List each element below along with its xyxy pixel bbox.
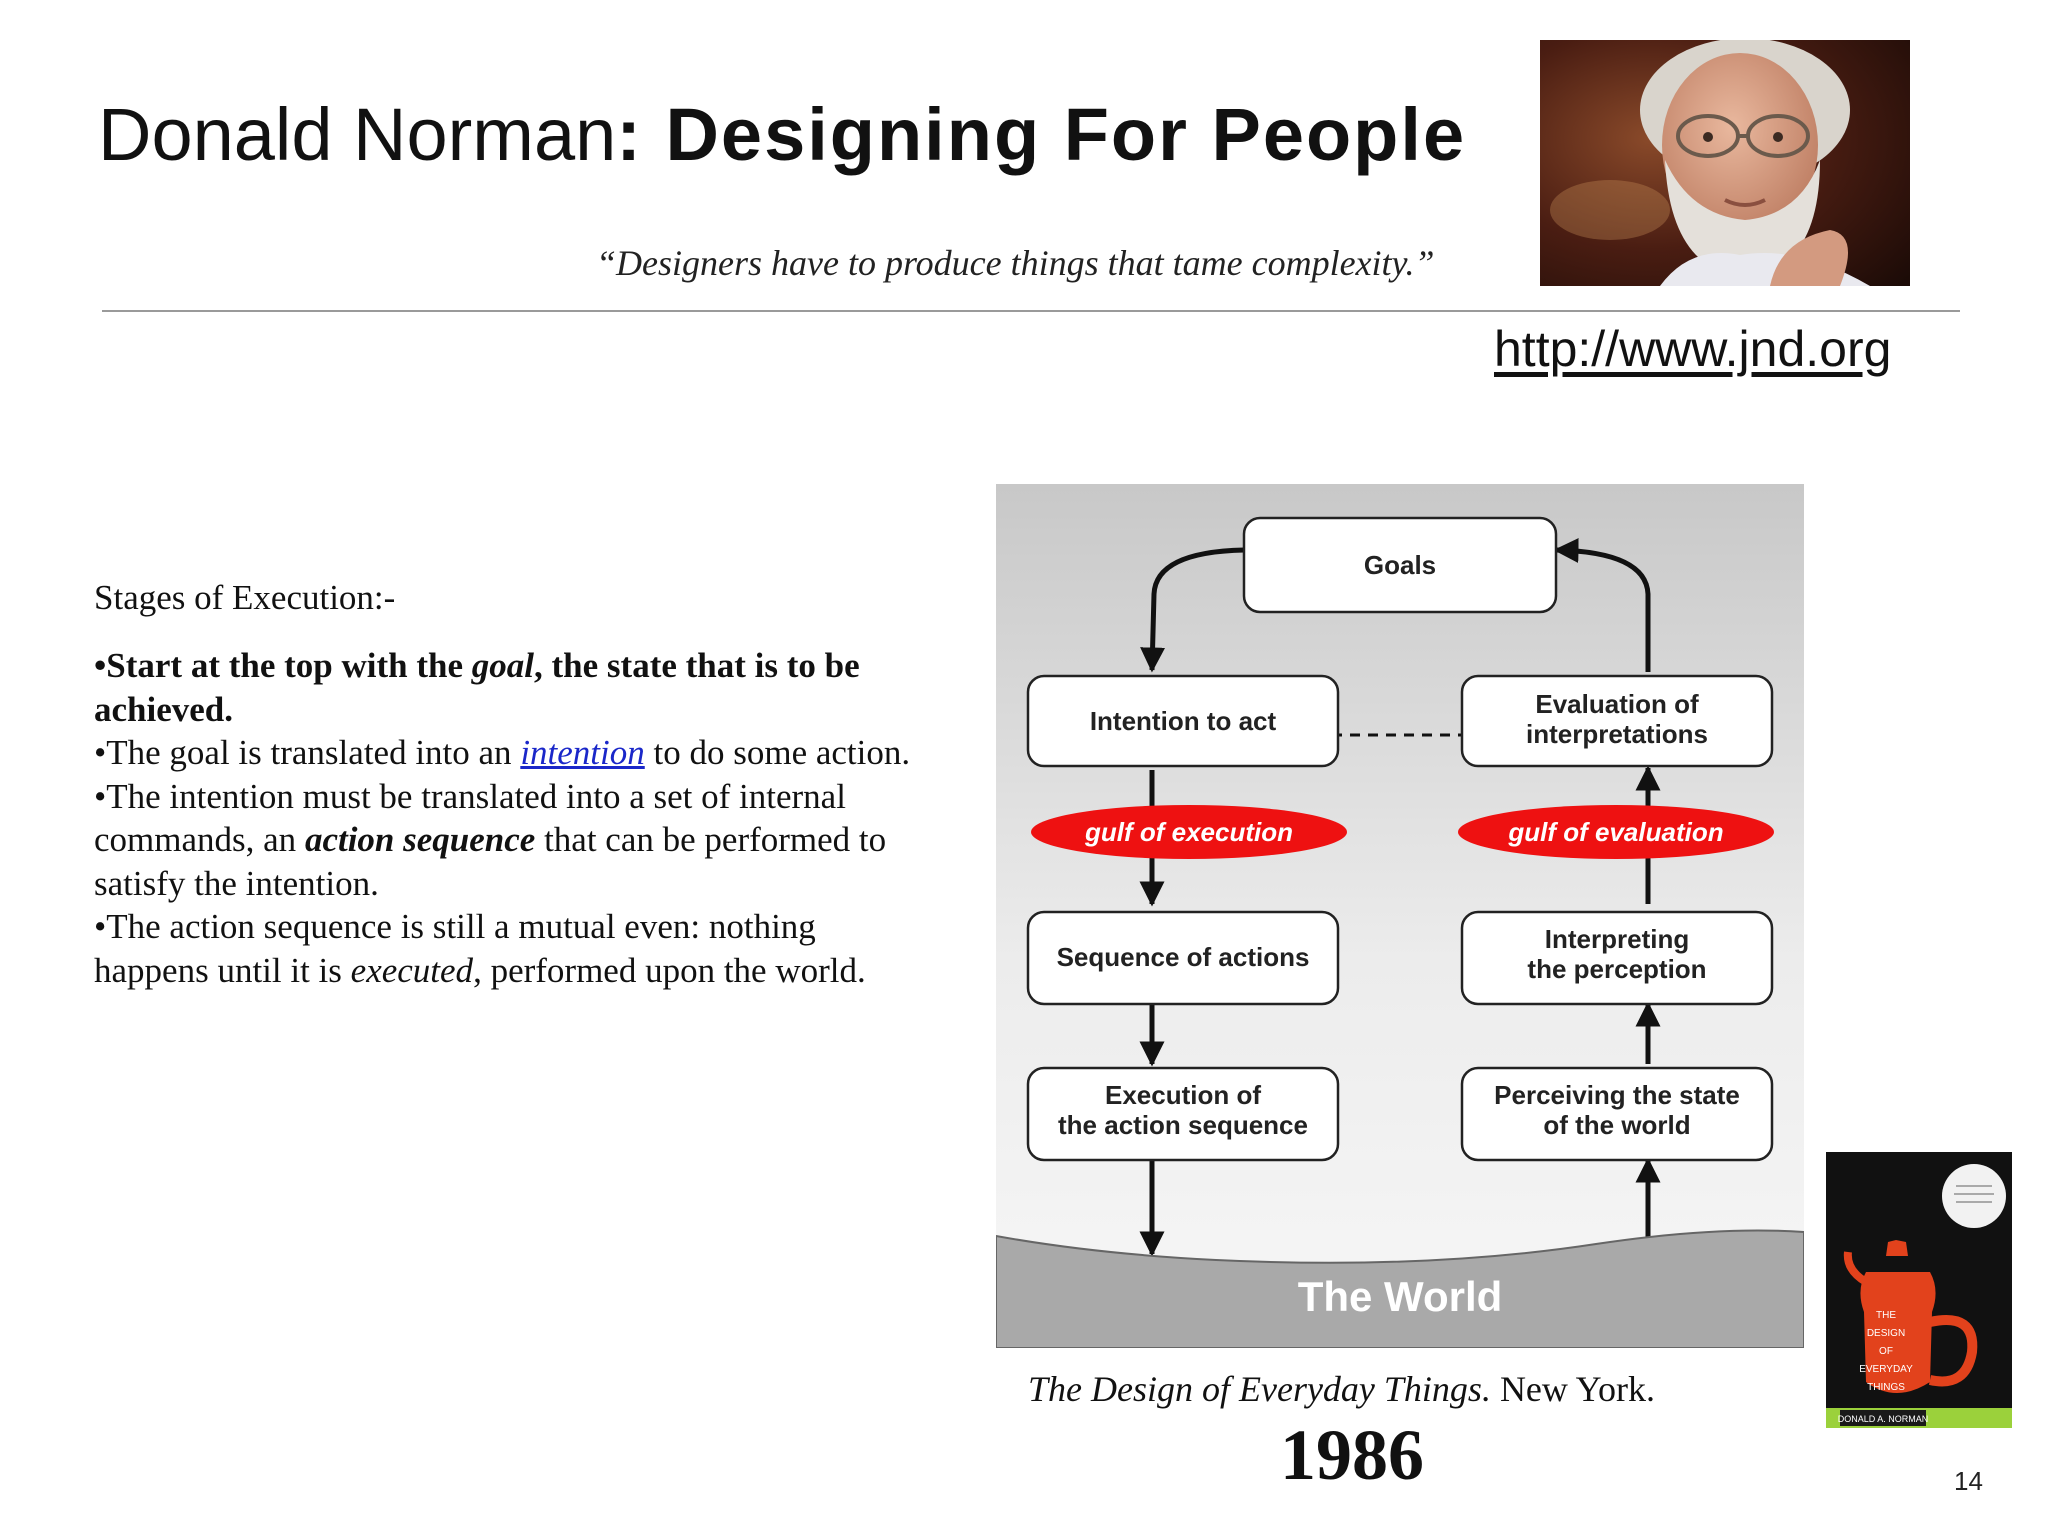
execution-label-2: the action sequence	[1058, 1110, 1308, 1140]
bullet-executed-text: •The action sequence is still a mutual even: nothing happens until it is	[94, 907, 816, 990]
slide-title	[98, 92, 1466, 177]
book-caption	[1028, 1368, 1655, 1410]
seven-stages-diagram	[996, 484, 1804, 1348]
bullet-intention	[94, 731, 914, 775]
publication-year: 1986	[1280, 1415, 1424, 1495]
divider	[102, 310, 1960, 312]
perceiving-label-1: Perceiving the state	[1494, 1080, 1740, 1110]
stages-heading: Stages of Execution:-	[94, 578, 396, 617]
bullet-goal	[94, 644, 914, 731]
bullet-intention-text: •The goal is translated into an	[94, 733, 521, 772]
title-bold: Designing For People	[665, 93, 1467, 176]
book-caption-place: New York.	[1490, 1369, 1655, 1409]
book-cover-author: DONALD A. NORMAN	[1837, 1414, 1929, 1424]
book-cover	[1826, 1152, 2012, 1428]
bullet-goal-text: •Start at the top with the	[94, 646, 472, 685]
bullet-executed-text-end: , performed upon the world.	[473, 950, 866, 990]
goals-label: Goals	[1363, 550, 1437, 580]
bullet-action-sequence	[94, 775, 914, 906]
bullet-intention-text-end: to do some action.	[644, 733, 911, 772]
book-cover-title-3: OF	[1879, 1346, 1893, 1357]
book-cover-title-5: THINGS	[1867, 1382, 1905, 1393]
bullet-goal-text-end: , the state that is to be achieved.	[94, 646, 860, 729]
bullet-executed	[94, 905, 914, 992]
book-caption-title: The Design of Everyday Things.	[1028, 1369, 1491, 1409]
perceiving-label-2: of the world	[1543, 1110, 1691, 1140]
quote: “Designers have to produce things that tame complexity.”	[596, 243, 1435, 283]
gulf-execution-label: gulf of execution	[1085, 817, 1293, 847]
bullet-list	[94, 644, 914, 992]
interpreting-label-1: Interpreting	[1544, 924, 1690, 954]
title-separator: :	[616, 93, 666, 176]
page-number: 14	[1954, 1466, 1983, 1496]
interpreting-label-2: the perception	[1527, 954, 1707, 984]
website-link[interactable]: http://www.jnd.org	[1494, 321, 1892, 377]
title-name: Donald Norman	[98, 93, 617, 176]
execution-label-1: Execution of	[1104, 1080, 1262, 1110]
intention-link[interactable]: intention	[520, 733, 645, 772]
book-cover-title-1: THE	[1876, 1310, 1896, 1321]
gulf-evaluation-label: gulf of evaluation	[1508, 817, 1724, 847]
bullet-action-text-end: that can be performed to satisfy the intention.	[94, 820, 887, 903]
world-label: The World	[1297, 1273, 1503, 1320]
bullet-executed-emphasis: executed	[350, 950, 474, 990]
evaluation-label-2: interpretations	[1525, 719, 1709, 749]
book-cover-title-2: DESIGN	[1866, 1328, 1906, 1339]
bullet-goal-emphasis: goal	[471, 646, 535, 685]
intention-label: Intention to act	[1089, 706, 1277, 736]
book-cover-blurb	[1942, 1164, 2006, 1228]
bullet-action-text: •The intention must be translated into a set of internal commands, an	[94, 776, 846, 859]
author-portrait	[1540, 40, 1910, 286]
evaluation-label-1: Evaluation of	[1535, 689, 1699, 719]
bullet-action-emphasis: action sequence	[304, 820, 536, 859]
sequence-label: Sequence of actions	[1056, 942, 1310, 972]
book-cover-title-4: EVERYDAY	[1859, 1364, 1913, 1375]
